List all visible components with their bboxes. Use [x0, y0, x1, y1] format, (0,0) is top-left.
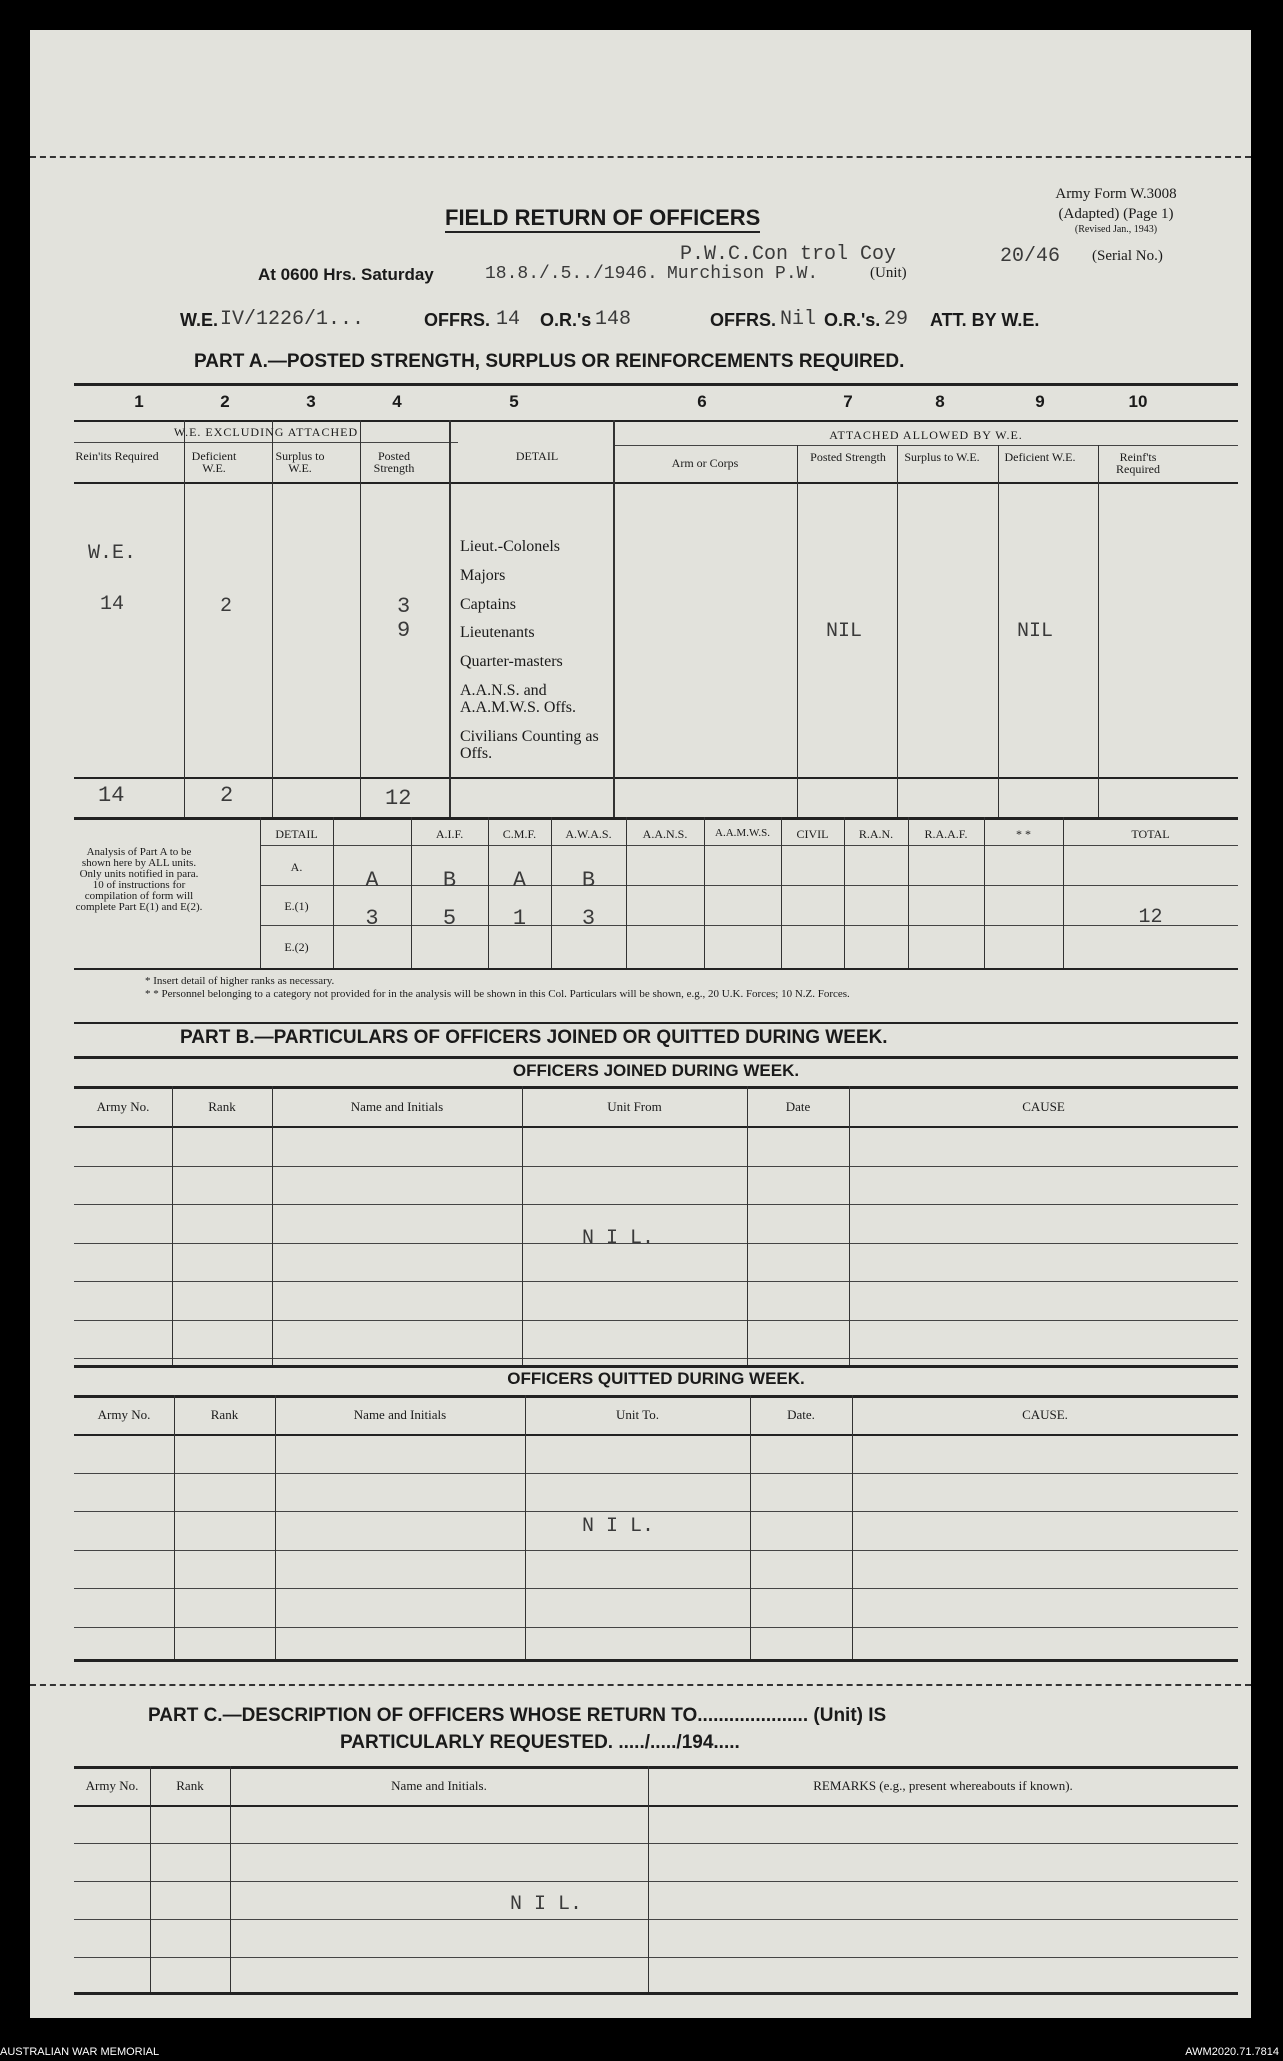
rule	[74, 1320, 1238, 1321]
col-line	[184, 420, 185, 817]
rule	[74, 1056, 1238, 1059]
typed-we: W.E.	[88, 542, 137, 565]
joined-nil: N I L.	[582, 1227, 655, 1250]
col-line	[897, 445, 898, 817]
analysis-header: R.A.A.F.	[924, 827, 968, 841]
joined-col: Unit From	[607, 1099, 662, 1114]
rule	[74, 1204, 1238, 1205]
analysis-header: A.A.N.S.	[642, 827, 688, 841]
col-line	[230, 1766, 231, 1992]
rule	[74, 1805, 1238, 1807]
col-number: 7	[843, 392, 853, 411]
rank-label: Lieut.-Colonels	[460, 538, 560, 555]
col-number: 6	[697, 392, 707, 411]
col-header: Arm or Corps	[671, 456, 739, 470]
col-line	[449, 420, 451, 817]
analysis-e1-value: 3	[365, 906, 379, 931]
col-number: 4	[392, 392, 402, 411]
footer-bar	[0, 2046, 1283, 2061]
col-number: 1	[134, 392, 144, 411]
part-c-heading-1: PART C.—DESCRIPTION OF OFFICERS WHOSE RETURN TO..................... (Unit) IS	[148, 1705, 887, 1726]
analysis-header: A.I.F.	[435, 827, 464, 841]
quitted-col: Name and Initials	[353, 1407, 447, 1422]
rule	[74, 1992, 1238, 1995]
rule	[74, 1166, 1238, 1167]
col-header: Surplus to W.E.	[275, 449, 325, 475]
col-line	[849, 1086, 850, 1365]
rule	[74, 1627, 1238, 1628]
analysis-a-mark: B	[581, 868, 596, 893]
we-value: IV/1226/1...	[220, 308, 365, 331]
typed-c1: 14	[100, 593, 125, 616]
quitted-col: Unit To.	[616, 1407, 659, 1422]
total-col2: 2	[220, 783, 234, 808]
quitted-col: CAUSE.	[1022, 1407, 1068, 1422]
ors2-label: O.R.'s.	[824, 310, 881, 330]
col-number: 10	[1128, 392, 1148, 411]
footnote-2: * * Personnel belonging to a category not provided for in the analysis will be shown in this Col. Particulars will be shown, e.g., 20 U.K. Forces; 10 N.Z. Forces.	[145, 988, 850, 1000]
analysis-note: Analysis of Part A to be shown here by ALL units. Only units notified in para. 10 of instructions for compilation of form will complete Part E(1) and E(2).	[75, 846, 203, 913]
quitted-col: Date.	[787, 1407, 815, 1422]
rule	[74, 1588, 1238, 1589]
rule	[260, 845, 1238, 846]
rule	[74, 1126, 1238, 1128]
analysis-header: CIVIL	[796, 827, 829, 841]
col-line	[998, 445, 999, 817]
footer-credit: AUSTRALIAN WAR MEMORIAL	[0, 2046, 160, 2058]
analysis-header: DETAIL	[275, 827, 318, 841]
rule	[74, 442, 458, 443]
col-line	[1098, 445, 1099, 817]
perforation-top	[30, 156, 1251, 158]
rank-label: Captains	[460, 596, 516, 613]
joined-col: Name and Initials	[350, 1099, 444, 1114]
part-c-nil: N I L.	[510, 1893, 583, 1916]
date-value: 18.8./.5../1946.	[485, 264, 658, 284]
col-line	[275, 1395, 276, 1659]
quitted-col: Rank	[210, 1407, 239, 1422]
at-label: At 0600 Hrs. Saturday	[258, 265, 434, 284]
col-number: 2	[220, 392, 230, 411]
col-line	[852, 1395, 853, 1659]
quitted-col: Army No.	[97, 1407, 151, 1422]
analysis-header: A.A.M.W.S.	[715, 827, 770, 839]
typed-c2: 2	[220, 595, 233, 618]
offrs2-label: OFFRS.	[710, 310, 776, 330]
analysis-row-label: E.(2)	[284, 940, 309, 954]
col-line	[174, 1395, 175, 1659]
ors-value: 148	[595, 308, 632, 331]
analysis-a-mark: A	[512, 868, 527, 893]
unit-typed: P.W.C.Con trol Coy	[680, 243, 897, 266]
total-col4: 12	[385, 786, 412, 811]
rule	[74, 1766, 1238, 1769]
col-line	[360, 420, 361, 817]
analysis-row-label: E.(1)	[284, 899, 309, 913]
unit-label: (Unit)	[870, 265, 907, 281]
revised-label: (Revised Jan., 1943)	[1074, 224, 1158, 235]
rule	[74, 1550, 1238, 1551]
col-number: 3	[306, 392, 316, 411]
analysis-total: 12	[1138, 906, 1163, 929]
part-c-col: Name and Initials.	[391, 1778, 487, 1793]
rule	[74, 1473, 1238, 1474]
col-line	[704, 817, 705, 968]
offrs-value: 14	[496, 308, 521, 331]
rank-label: Majors	[460, 567, 506, 584]
serial-value: 20/46	[1000, 245, 1061, 268]
rule	[74, 1919, 1238, 1920]
analysis-a-mark: B	[442, 868, 457, 893]
form-title: FIELD RETURN OF OFFICERS	[445, 205, 760, 233]
col-line	[150, 1766, 151, 1992]
joined-heading: OFFICERS JOINED DURING WEEK.	[512, 1061, 800, 1080]
rank-label: A.A.N.S. and A.A.M.W.S. Offs.	[460, 682, 577, 716]
col-line	[797, 445, 798, 817]
group-right-header: ATTACHED ALLOWED BY W.E.	[829, 428, 1023, 442]
col-line	[172, 1086, 173, 1365]
part-b-heading: PART B.—PARTICULARS OF OFFICERS JOINED OR QUITTED DURING WEEK.	[180, 1027, 888, 1048]
col-header: Deficient W.E.	[1004, 450, 1076, 464]
we-label: W.E.	[180, 310, 219, 330]
rank-label: Lieutenants	[460, 624, 535, 641]
typed-nil-col9: NIL	[1017, 620, 1054, 643]
rule	[74, 1881, 1238, 1882]
part-c-heading-2: PARTICULARLY REQUESTED. ...../...../194.....	[340, 1732, 740, 1753]
col-line	[272, 1086, 273, 1365]
typed-captains: 3	[397, 594, 411, 619]
col-header: Posted Strength	[810, 450, 886, 464]
rule	[74, 1281, 1238, 1282]
group-left-header: W.E. EXCLUDING ATTACHED	[173, 425, 359, 439]
joined-col: CAUSE	[1022, 1099, 1065, 1114]
part-c-col: Rank	[176, 1778, 204, 1793]
col-header: Reinf'ts Required	[1116, 450, 1160, 476]
joined-col: Date	[785, 1099, 811, 1114]
joined-col: Rank	[208, 1099, 236, 1114]
analysis-header: C.M.F.	[502, 827, 537, 841]
col-line	[272, 420, 273, 817]
typed-lieutenants: 9	[397, 618, 411, 643]
rank-label: Quarter-masters	[460, 653, 563, 670]
serial-label: (Serial No.)	[1092, 248, 1163, 264]
rule	[74, 1957, 1238, 1958]
analysis-header: R.A.N.	[858, 827, 894, 841]
army-form-no: Army Form W.3008	[1055, 186, 1177, 202]
rule	[74, 777, 1238, 779]
rule	[74, 1086, 1238, 1089]
rule	[614, 445, 1238, 446]
col-header: DETAIL	[515, 449, 559, 463]
rule	[74, 420, 1238, 422]
col-header: Posted Strength	[373, 449, 415, 475]
joined-col: Army No.	[96, 1099, 150, 1114]
rule	[74, 1659, 1238, 1662]
col-number: 5	[509, 392, 519, 411]
perforation-mid	[30, 1684, 1251, 1686]
att-label: ATT. BY W.E.	[930, 310, 1040, 330]
part-c-col: REMARKS (e.g., present whereabouts if known).	[813, 1778, 1073, 1793]
footnote-1: * Insert detail of higher ranks as necessary.	[145, 975, 335, 987]
analysis-row-label: A.	[290, 860, 303, 874]
col-number: 9	[1035, 392, 1045, 411]
adapted-label: (Adapted) (Page 1)	[1058, 206, 1174, 222]
ors-label: O.R.'s	[540, 310, 592, 330]
offrs2-value: Nil	[780, 308, 817, 331]
part-a-heading: PART A.—POSTED STRENGTH, SURPLUS OR REINFORCEMENTS REQUIRED.	[194, 351, 905, 372]
col-header: Rein'its Required	[75, 449, 159, 463]
rule	[74, 1434, 1238, 1436]
analysis-header: A.W.A.S.	[565, 827, 612, 841]
offrs-label: OFFRS.	[424, 310, 490, 330]
col-line	[648, 1766, 649, 1992]
col-number: 8	[935, 392, 945, 411]
unit-place: Murchison P.W.	[667, 264, 819, 284]
rule	[74, 968, 1238, 970]
total-col1: 14	[98, 783, 125, 808]
quitted-heading: OFFICERS QUITTED DURING WEEK.	[507, 1369, 805, 1388]
col-line	[613, 420, 615, 817]
quitted-nil: N I L.	[582, 1515, 655, 1538]
rule	[74, 1358, 1238, 1359]
col-line	[747, 1086, 748, 1365]
analysis-header: TOTAL	[1131, 827, 1170, 841]
analysis-e1-value: 1	[512, 906, 527, 931]
analysis-a-mark: A	[365, 868, 379, 893]
rule	[74, 383, 1238, 386]
col-header: Deficient W.E.	[191, 449, 237, 475]
rule	[74, 1022, 1238, 1024]
rule	[74, 1395, 1238, 1398]
rule	[74, 482, 1238, 484]
rule	[74, 1511, 1238, 1512]
rule	[74, 1365, 1238, 1368]
col-line	[525, 1395, 526, 1659]
analysis-header: * *	[1016, 827, 1031, 841]
rule	[74, 1243, 1238, 1244]
typed-nil-col7: NIL	[826, 620, 863, 643]
part-c-col: Army No.	[85, 1778, 139, 1793]
rank-label: Civilians Counting as Offs.	[460, 728, 599, 762]
rule	[74, 1843, 1238, 1844]
ors2-value: 29	[884, 308, 909, 331]
form-sheet	[30, 30, 1251, 2018]
footer-accession: AWM2020.71.7814	[1185, 2046, 1279, 2058]
col-header: Surplus to W.E.	[904, 450, 980, 464]
col-line	[522, 1086, 523, 1365]
col-line	[750, 1395, 751, 1659]
analysis-e1-value: 3	[581, 906, 596, 931]
analysis-e1-value: 5	[442, 906, 457, 931]
